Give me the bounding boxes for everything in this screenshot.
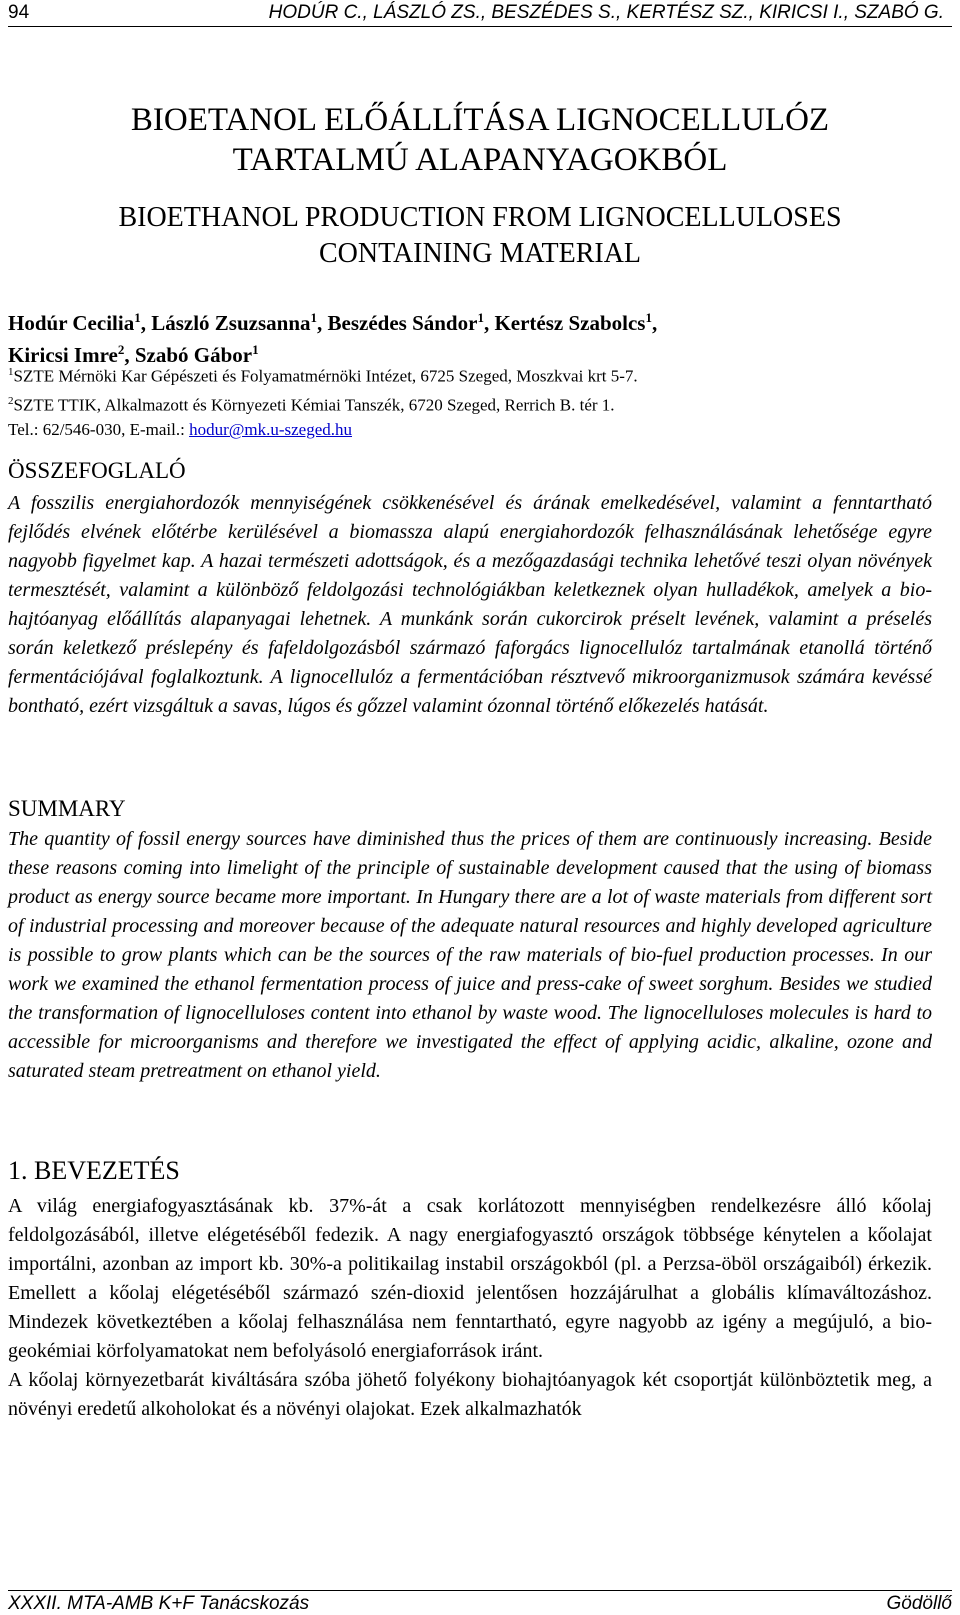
summary-text: The quantity of fossil energy sources have diminished thus the prices of them are continuously increasing. Beside these reasons coming into limelight of the principle of sustainable development caused that the using of biomass product as energy source became more important. In Hungary there are a lot of waste materials from different sort of industrial processing and moreover because of the adequate natural resources and highly developed agriculture is possible to grow plants which can be the sources of the raw materials of bio-fuel production processes. In our work we examined the ethanol fermentation process of juice and press-cake of sweet sorghum. Besides we studied the transformation of lignocelluloses content into ethanol by waste wood. The lignocelluloses molecules is hard to accessible for microorganisms and therefore we investigated the effect of applying acidic, alkaline, ozone and saturated steam pretreatment on ethanol yield.	[8, 828, 932, 1082]
footer-location: Gödöllő	[886, 1593, 952, 1614]
title-en-line1: BIOETHANOL PRODUCTION FROM LIGNOCELLULOSES	[118, 202, 842, 233]
affiliation-1: $^1$SZTE Mérnöki Kar Gépészeti és Folyamatmérnöki Intézet, 6725 Szeged, Moszkvai krt 5-7.	[8, 366, 638, 386]
author-name: , Szabó Gábor	[124, 343, 253, 367]
intro-paragraph-2: A kőolaj környezetbarát kiváltására szóba jöhető folyékony biohajtóanyagok két csoportját különböztetik meg, a növényi eredetű alkoholokat és a növényi olajokat. Ezek alkalmazhatók	[8, 1369, 932, 1420]
title-en-line2: CONTAINING MATERIAL	[318, 238, 642, 269]
affiliation-mark: 1	[477, 310, 484, 325]
separator: ,	[651, 311, 658, 335]
intro-body	[8, 1192, 932, 1424]
intro-paragraph-1: A világ energiafogyasztásának kb. 37%-át a csak korlátozott mennyiségben rendelkezésre álló kőolaj feldolgozásából, illetve elégetéséből fedezik. A nagy energiafogyasztó országok többsége kénytelen a kőolajat importálni, azonban az import kb. 30%-a politikailag instabil országokból (pl. a Perzsa-öböl országaiból) érkezik. Emellett a kőolaj elégetéséből származó szén-dioxid jelentősen hozzájárulhat a globális klímaváltozáshoz. Mindezek következtében a kőolaj felhasználása nem fenntartható, egyre nagyobb az igény a megújuló, a bio-geokémiai körfolyamatokat nem befolyásoló energiaforrások iránt.	[8, 1195, 932, 1362]
author-name: Hodúr Cecilia	[8, 311, 135, 335]
affiliation-mark: 1	[252, 342, 259, 357]
affiliation-2: $^2$SZTE TTIK, Alkalmazott és Környezeti Kémiai Tanszék, 6720 Szeged, Rerrich B. tér 1.	[8, 394, 615, 415]
osszefoglalo-text: A fosszilis energiahordozók mennyiségének csökkenésével és árának emelkedésével, valamint a fenntartható fejlődés elvének előtérbe kerülésével a biomassza alapú energiahordozók felhasználásának lehetősége egyre nagyobb figyelmet kap. A hazai természeti adottságok, és a mezőgazdasági technika lehetővé teszi olyan növények termesztését, valamint a különböző feldolgozási technológiákban keletkeznek olyan hulladékok, amelyek a bio-hajtóanyag előállítás alapanyagai lehetnek. A munkánk során cukorcirok préselt levének, valamint a préselés során keletkező préslepény és fafeldolgozásból származó faforgács lignocellulóz tartalmának etanollá történő fermentációjával foglalkoztunk. A lignocellulóz a fermentációban résztvevő mikroorganizmusok számára kevéssé bontható, ezért vizsgáltuk a savas, lúgos és gőzzel valamint ózonnal történő előkezelés hatását.	[8, 492, 932, 717]
title-hungarian	[0, 100, 960, 180]
affiliation-mark: 1	[645, 310, 652, 325]
osszefoglalo-heading: ÖSSZEFOGLALÓ	[8, 458, 186, 483]
title-hu-line2: TARTALMÚ ALAPANYAGOKBÓL	[232, 142, 728, 178]
footer-conference: XXXII. MTA-AMB K+F Tanácskozás	[8, 1593, 310, 1614]
affiliation-mark: 2	[117, 342, 125, 357]
author-name: , László Zsuzsanna	[140, 311, 311, 335]
page-number: 94	[8, 2, 30, 23]
author-name: , Beszédes Sándor	[317, 311, 478, 335]
summary-heading: SUMMARY	[8, 796, 126, 821]
running-footer	[8, 1590, 952, 1612]
title-english	[0, 200, 960, 272]
author-name: Kiricsi Imre	[8, 343, 118, 367]
intro-heading: 1. BEVEZETÉS	[8, 1156, 180, 1185]
running-header	[8, 0, 952, 27]
contact-line: Tel.: 62/546-030, E-mail.: hodur@mk.u-szeged.hu	[8, 420, 353, 440]
author-name: , Kertész Szabolcs	[483, 311, 646, 335]
email-link[interactable]: hodur@mk.u-szeged.hu	[189, 420, 353, 440]
affiliation-mark: 1	[310, 310, 317, 325]
title-hu-line1: BIOETANOL ELŐÁLLÍTÁSA LIGNOCELLULÓZ	[130, 102, 830, 138]
affiliation-mark: 1	[134, 310, 141, 325]
author-line-1	[8, 303, 938, 338]
affiliations	[8, 360, 938, 442]
header-authors: HODÚR C., LÁSZLÓ ZS., BESZÉDES S., KERTÉSZ SZ., KIRICSI I., SZABÓ G.	[268, 2, 944, 23]
